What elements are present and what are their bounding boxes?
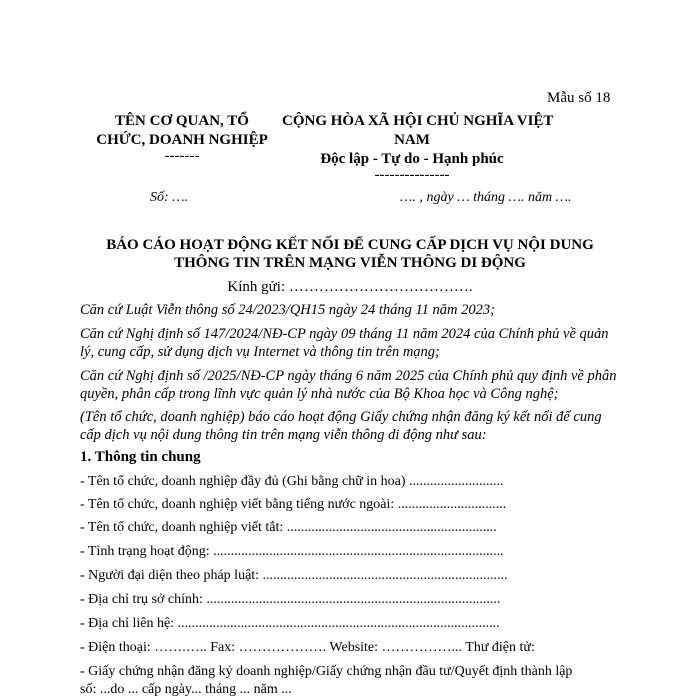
- field-legal-representative: - Người đại diện theo pháp luật: ......................................................................: [80, 568, 508, 583]
- field-registration-certificate-line1: - Giấy chứng nhận đăng ký doanh nghiệp/Giấy chứng nhận đầu tư/Quyết định thành lập: [80, 664, 573, 679]
- motto-divider: ---------------: [374, 167, 450, 183]
- legal-basis-3: Căn cứ Nghị định số /2025/NĐ-CP ngày tháng 6 năm 2025 của Chính phủ quy định về phân quyền, phân cấp trong lĩnh vực quản lý nhà nước của Bộ Khoa học và Công nghệ;: [80, 368, 617, 402]
- country-name-line1: CỘNG HÒA XÃ HỘI CHỦ NGHĨA VIỆT: [282, 113, 554, 129]
- field-contact-address: - Địa chỉ liên hệ: ............................................................................................: [80, 616, 500, 631]
- country-name-line2: NAM: [394, 132, 430, 148]
- field-head-office-address: - Địa chỉ trụ sở chính: ....................................................................................: [80, 592, 501, 607]
- legal-basis-2: Căn cứ Nghị định số 147/2024/NĐ-CP ngày 09 tháng 11 năm 2024 của Chính phủ về quản lý, cung cấp, sử dụng dịch vụ Internet và thông tin trên mạng;: [80, 326, 609, 360]
- report-title: [70, 236, 630, 272]
- field-full-name: - Tên tổ chức, doanh nghiệp đầy đủ (Ghi bằng chữ in hoa) ...........................: [80, 474, 504, 489]
- section-1-heading: 1. Thông tin chung: [80, 449, 201, 465]
- org-name-line1: TÊN CƠ QUAN, TỔ: [115, 113, 249, 129]
- report-title-line1: BÁO CÁO HOẠT ĐỘNG KẾT NỐI ĐỂ CUNG CẤP DỊCH VỤ NỘI DUNG: [106, 237, 594, 253]
- legal-basis-1: Căn cứ Luật Viễn thông số 24/2023/QH15 ngày 24 tháng 11 năm 2023;: [80, 302, 495, 318]
- report-title-line2: THÔNG TIN TRÊN MẠNG VIỄN THÔNG DI ĐỘNG: [174, 255, 526, 271]
- recipient-line: Kính gửi: ……………………………….: [227, 279, 473, 295]
- field-operating-status: - Tình trạng hoạt động: ...................................................................................: [80, 544, 504, 559]
- document-date: …. , ngày … tháng …. năm ….: [400, 190, 572, 205]
- national-header: [282, 112, 554, 183]
- org-divider: -------: [164, 148, 200, 164]
- report-introduction: (Tên tổ chức, doanh nghiệp) báo cáo hoạt động Giấy chứng nhận đăng ký kết nối để cung cấp dịch vụ nội dung thông tin trên mạng viễn thông di động như sau:: [80, 409, 602, 443]
- field-registration-certificate-line2: số: ...do ... cấp ngày... tháng ... năm ...: [80, 682, 292, 697]
- field-foreign-name: - Tên tổ chức, doanh nghiệp viết bằng tiếng nước ngoài: ...............................: [80, 497, 507, 512]
- form-number: Mẫu số 18: [547, 90, 611, 106]
- field-contact-details: - Điện thoại: …….….. Fax: ………………. Website: ……………... Thư điện tử:: [80, 640, 535, 655]
- national-motto: Độc lập - Tự do - Hạnh phúc: [320, 151, 504, 167]
- issuing-organization-header: [92, 112, 272, 163]
- org-name-line2: CHỨC, DOANH NGHIỆP: [96, 132, 268, 148]
- field-abbreviated-name: - Tên tổ chức, doanh nghiệp viết tắt: ............................................................: [80, 520, 497, 535]
- document-number: Số: ….: [150, 190, 189, 205]
